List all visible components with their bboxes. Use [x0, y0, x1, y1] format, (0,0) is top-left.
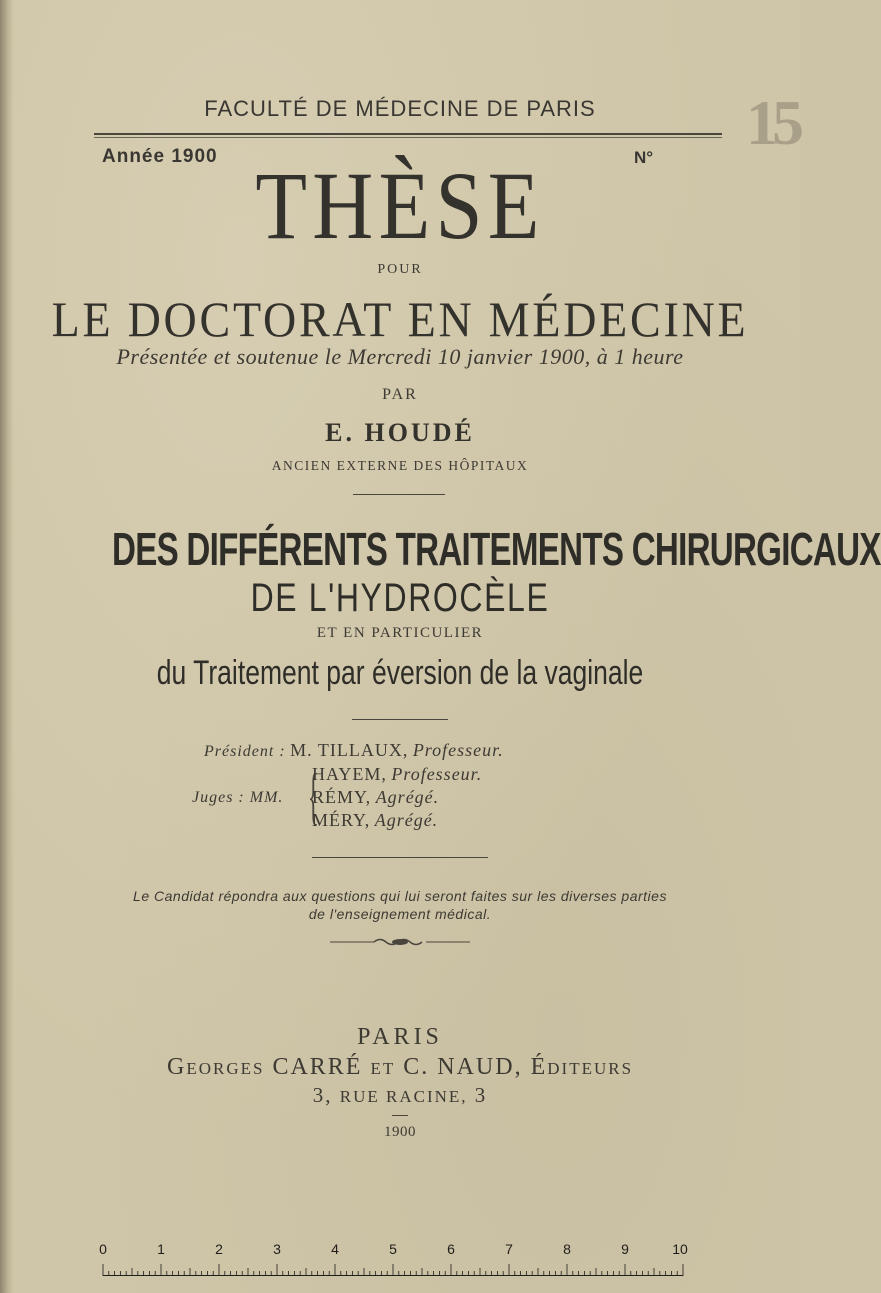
president-name: M. TILLAUX,	[290, 740, 409, 760]
par-label: PAR	[382, 386, 418, 403]
ruler-label: 6	[447, 1241, 455, 1257]
divider-rule	[312, 857, 488, 858]
candidate-note-line: Le Candidat répondra aux questions qui lui seront faites sur les diverses parties	[133, 888, 667, 904]
jury-member-role: Professeur.	[391, 764, 483, 784]
divider-rule	[392, 1115, 408, 1116]
author-title: ANCIEN EXTERNE DES HÔPITAUX	[271, 458, 529, 473]
publisher-smallcaps: EORGES	[186, 1059, 265, 1078]
publisher-names	[0, 1054, 800, 1081]
ruler-label: 0	[99, 1241, 107, 1257]
jury-member-name: HAYEM,	[312, 764, 387, 784]
jury-block	[0, 740, 800, 850]
publisher-initial: É	[530, 1054, 548, 1080]
candidate-note	[0, 887, 800, 923]
candidate-note-line: de l'enseignement médical.	[308, 906, 492, 922]
ruler-label: 4	[331, 1241, 339, 1257]
ornament-flourish-icon	[330, 936, 470, 948]
publisher-surname: CARRÉ	[272, 1054, 363, 1080]
ruler-label: 1	[157, 1241, 165, 1257]
number-label: N°	[634, 148, 654, 167]
ruler-label: 7	[505, 1241, 513, 1257]
thesis-title: THÈSE	[255, 152, 545, 259]
divider-rule	[352, 719, 448, 720]
ruler-label: 5	[389, 1241, 397, 1257]
thesis-subject-line1: DES DIFFÉRENTS TRAITEMENTS CHIRURGICAUX	[112, 523, 881, 575]
thesis-subject-line3: ET EN PARTICULIER	[316, 625, 484, 641]
thesis-subject-line2: DE L'HYDROCÈLE	[250, 576, 550, 620]
jury-brace: {	[307, 760, 319, 831]
address-number: 3	[474, 1083, 488, 1107]
publisher-address	[0, 1083, 800, 1108]
address-street: RUE RACINE,	[339, 1087, 468, 1106]
jury-member-row	[312, 810, 438, 831]
jury-member-row	[312, 764, 482, 785]
thesis-subject-line4: du Traitement par éversion de la vaginale	[156, 654, 644, 692]
year-label: Année 1900	[102, 146, 218, 167]
publisher-city: PARIS	[357, 1024, 443, 1050]
president-label: Président :	[204, 743, 286, 760]
faculty-heading: FACULTÉ DE MÉDECINE DE PARIS	[204, 96, 596, 121]
jury-member-row	[312, 787, 439, 808]
ruler-label: 3	[273, 1241, 281, 1257]
ruler-label: 2	[215, 1241, 223, 1257]
publisher-conjunction: ET	[370, 1059, 396, 1078]
publication-year: 1900	[384, 1124, 416, 1140]
pour-label: POUR	[377, 262, 423, 277]
divider-rule	[353, 494, 445, 495]
juges-label: Juges : MM.	[192, 789, 284, 806]
top-rule	[94, 133, 722, 135]
library-stamp-mark: 15	[746, 87, 798, 158]
measurement-ruler	[103, 1264, 683, 1276]
publisher-smallcaps: DITEURS	[547, 1059, 634, 1078]
publisher-surname: C. NAUD,	[403, 1054, 523, 1080]
publisher-initial: G	[166, 1054, 187, 1080]
ruler-label: 9	[621, 1241, 629, 1257]
juges-label-row	[192, 786, 283, 807]
presentation-date: Présentée et soutenue le Mercredi 10 janvier 1900, à 1 heure	[116, 344, 684, 369]
jury-member-role: Agrégé.	[375, 787, 440, 807]
address-number: 3,	[312, 1083, 333, 1107]
president-row	[204, 740, 504, 761]
jury-member-role: Agrégé.	[374, 810, 439, 830]
ruler-label: 8	[563, 1241, 571, 1257]
president-role: Professeur.	[412, 740, 504, 760]
degree-title: LE DOCTORAT EN MÉDECINE	[51, 291, 749, 347]
top-rule-thin	[94, 137, 722, 138]
jury-member-name: MÉRY,	[312, 810, 371, 830]
ruler-label: 10	[672, 1241, 688, 1257]
author-name: E. HOUDÉ	[325, 418, 475, 447]
jury-member-name: RÉMY,	[312, 787, 372, 807]
